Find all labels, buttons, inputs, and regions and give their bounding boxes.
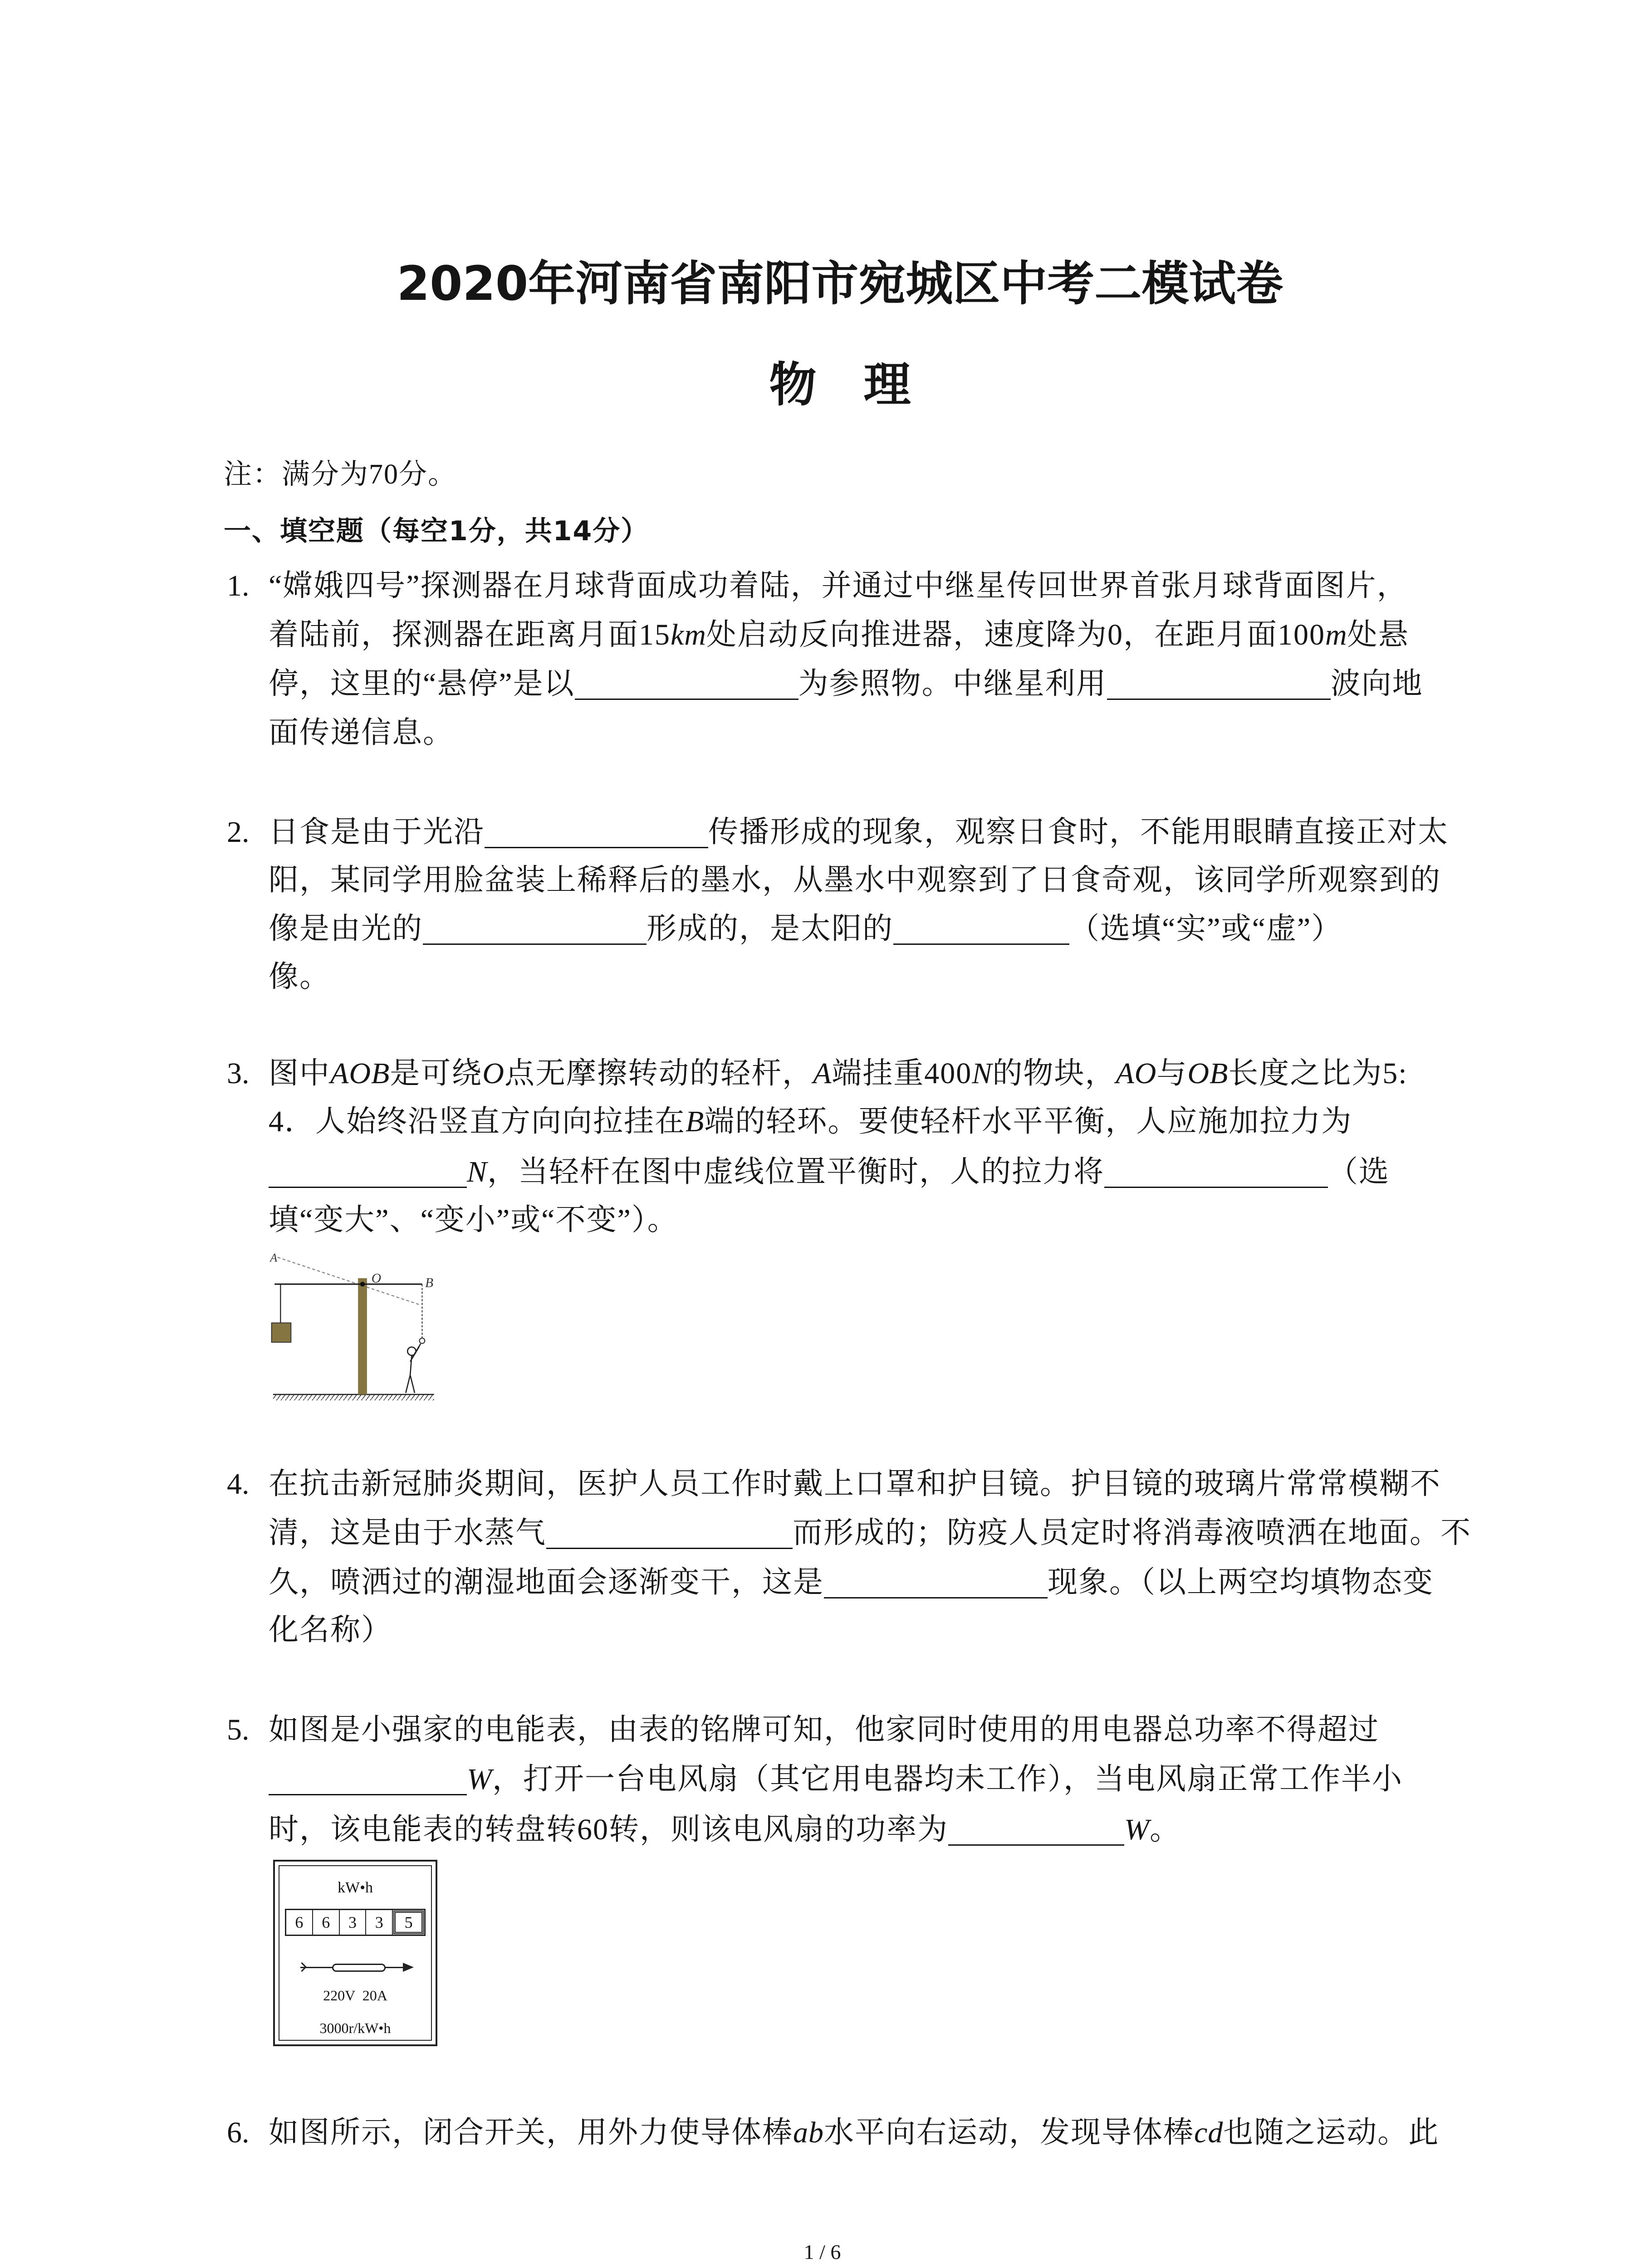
question-3-line-1 [269, 1051, 1408, 1096]
unit-n: N [972, 1057, 993, 1090]
support-post [358, 1278, 367, 1394]
text-segment: 与 [1156, 1057, 1188, 1090]
text-segment: （选填“实”或“虚”） [1069, 912, 1342, 945]
meter-reading [285, 1909, 426, 1936]
answer-blank [1107, 689, 1331, 700]
question-2-line-4: 像。 [269, 960, 330, 993]
person-leg [406, 1375, 410, 1393]
meter-rating: 220V 20A [323, 1987, 387, 2004]
question-1-number: 1. [227, 569, 250, 602]
question-4-number: 4. [227, 1467, 250, 1501]
question-3-line-2 [269, 1099, 1352, 1144]
ground-hatching [273, 1394, 434, 1400]
text-segment: 停，这里的“悬停”是以 [269, 667, 575, 700]
label-o: O [371, 1271, 382, 1286]
answer-blank [269, 1785, 467, 1795]
text-segment: 而形成的；防疫人员定时将消毒液喷洒在地面。不 [793, 1516, 1471, 1549]
text-segment: 端挂重400 [832, 1057, 972, 1090]
question-1-line-3 [269, 661, 1423, 707]
question-1-line-4: 面传递信息。 [269, 716, 454, 749]
text-segment: 水平向右运动，发现导体棒 [824, 2116, 1194, 2149]
meter-rotor [300, 1962, 414, 1973]
text-segment: （选 [1328, 1155, 1390, 1188]
meter-unit-label: kW•h [338, 1879, 373, 1896]
text-segment: 的物块， [992, 1057, 1116, 1090]
exam-title: 2020年河南省南阳市宛城区中考二模试卷 [397, 256, 1283, 311]
meter-digit: 6 [286, 1910, 313, 1935]
unit-km: km [671, 618, 706, 651]
answer-blank [423, 934, 647, 945]
text-segment: 处悬 [1347, 618, 1409, 651]
page-number: 1 / 6 [803, 2240, 841, 2263]
text-segment: 。 [1149, 1813, 1181, 1846]
text-segment: 是可绕 [390, 1057, 483, 1090]
answer-blank [948, 1835, 1124, 1846]
lever-diagram [269, 1250, 436, 1402]
question-2-line-1 [269, 810, 1449, 855]
text-segment: 现象。（以上两空均填物态变 [1048, 1566, 1434, 1599]
text-segment: 波向地 [1330, 667, 1423, 700]
meter-digit: 3 [340, 1910, 367, 1935]
text-segment: 如图所示，闭合开关，用外力使导体棒 [269, 2116, 793, 2149]
answer-blank [269, 1178, 467, 1188]
variable-b: B [686, 1105, 705, 1138]
section-heading: 一、填空题（每空1分，共14分） [224, 515, 649, 547]
variable-o: O [482, 1057, 505, 1090]
text-segment: 端的轻环。要使轻杆水平平衡，人应施加拉力为 [704, 1105, 1352, 1138]
text-segment: 传播形成的现象，观察日食时，不能用眼睛直接正对太 [708, 816, 1449, 849]
question-2-number: 2. [227, 816, 250, 849]
question-3-line-3 [269, 1149, 1390, 1195]
meter-decimal-digit: 5 [393, 1911, 424, 1934]
text-segment: 4．人始终沿竖直方向向拉挂在 [269, 1105, 686, 1138]
variable-ob: OB [1187, 1057, 1229, 1090]
question-5-line-2 [269, 1757, 1403, 1802]
text-segment: 时，该电能表的转盘转60转，则该电风扇的功率为 [269, 1813, 948, 1846]
pivot-point [360, 1282, 365, 1287]
text-segment: 日食是由于光沿 [269, 816, 485, 849]
person-figure [406, 1344, 421, 1393]
question-4-line-4: 化名称） [269, 1613, 392, 1647]
question-2-line-3 [269, 906, 1342, 952]
answer-blank [546, 1539, 793, 1549]
score-note: 注：满分为70分。 [224, 459, 457, 490]
question-5-line-1: 如图是小强家的电能表，由表的铭牌可知，他家同时使用的用电器总功率不得超过 [269, 1713, 1379, 1746]
unit-w: W [1124, 1813, 1150, 1846]
answer-blank [575, 689, 798, 700]
text-segment: 图中 [269, 1057, 330, 1090]
electric-meter [273, 1860, 437, 2046]
answer-blank [485, 838, 708, 848]
text-segment: 清，这是由于水蒸气 [269, 1516, 546, 1549]
question-1-line-1: “嫦娥四号”探测器在月球背面成功着陆，并通过中继星传回世界首张月球背面图片， [269, 569, 1408, 602]
answer-blank [824, 1588, 1048, 1598]
question-5-line-3 [269, 1807, 1181, 1853]
text-segment: 也随之运动。此 [1223, 2116, 1440, 2149]
text-segment: 为参照物。中继星利用 [798, 667, 1107, 700]
question-6-line-1 [269, 2110, 1439, 2156]
question-2-line-2: 阳，某同学用脸盆装上稀释后的墨水，从墨水中观察到了日食奇观，该同学所观察到的 [269, 864, 1441, 897]
rotor-arrow-icon [403, 1963, 414, 1972]
dashed-lever-position [278, 1257, 421, 1305]
question-4-line-1: 在抗击新冠肺炎期间，医护人员工作时戴上口罩和护目镜。护目镜的玻璃片常常模糊不 [269, 1467, 1441, 1501]
light-ring [420, 1338, 425, 1344]
question-3-line-4: 填“变大”、“变小”或“不变”）。 [269, 1203, 678, 1237]
subject-title: 物 理 [769, 357, 911, 412]
label-b: B [425, 1276, 434, 1290]
text-segment: 处启动反向推进器，速度降为0，在距月面100 [706, 618, 1325, 651]
question-1-line-2 [269, 612, 1409, 658]
question-3-number: 3. [227, 1057, 250, 1090]
question-4-line-3 [269, 1560, 1434, 1605]
unit-m: m [1325, 618, 1347, 651]
meter-constant: 3000r/kW•h [319, 2020, 391, 2036]
text-segment: ，当轻杆在图中虚线位置平衡时，人的拉力将 [487, 1155, 1105, 1188]
variable-aob: AOB [330, 1057, 390, 1090]
answer-blank [893, 934, 1069, 945]
text-segment: 着陆前，探测器在距离月面15 [269, 618, 671, 651]
text-segment: ，打开一台电风扇（其它用电器均未工作），当电风扇正常工作半小 [492, 1763, 1403, 1796]
text-segment: 点无摩擦转动的轻杆， [504, 1057, 813, 1090]
variable-ao: AO [1116, 1057, 1157, 1090]
meter-digit: 6 [313, 1910, 340, 1935]
question-4-line-2 [269, 1510, 1471, 1556]
label-a: A [270, 1251, 278, 1265]
variable-a: A [813, 1057, 832, 1090]
variable-cd: cd [1194, 2116, 1224, 2149]
text-segment: 长度之比为5: [1228, 1057, 1408, 1090]
text-segment: 像是由光的 [269, 912, 423, 945]
question-5-number: 5. [227, 1713, 250, 1746]
answer-blank [1104, 1178, 1328, 1188]
weight-block [272, 1323, 291, 1342]
unit-n: N [467, 1155, 488, 1188]
question-6-number: 6. [227, 2116, 250, 2149]
person-leg [410, 1375, 415, 1393]
variable-ab: ab [793, 2116, 824, 2149]
text-segment: 形成的，是太阳的 [647, 912, 893, 945]
text-segment: 久，喷洒过的潮湿地面会逐渐变干，这是 [269, 1566, 824, 1599]
rotor-disc [332, 1964, 386, 1972]
meter-digit: 3 [366, 1910, 393, 1935]
unit-w: W [467, 1763, 492, 1796]
